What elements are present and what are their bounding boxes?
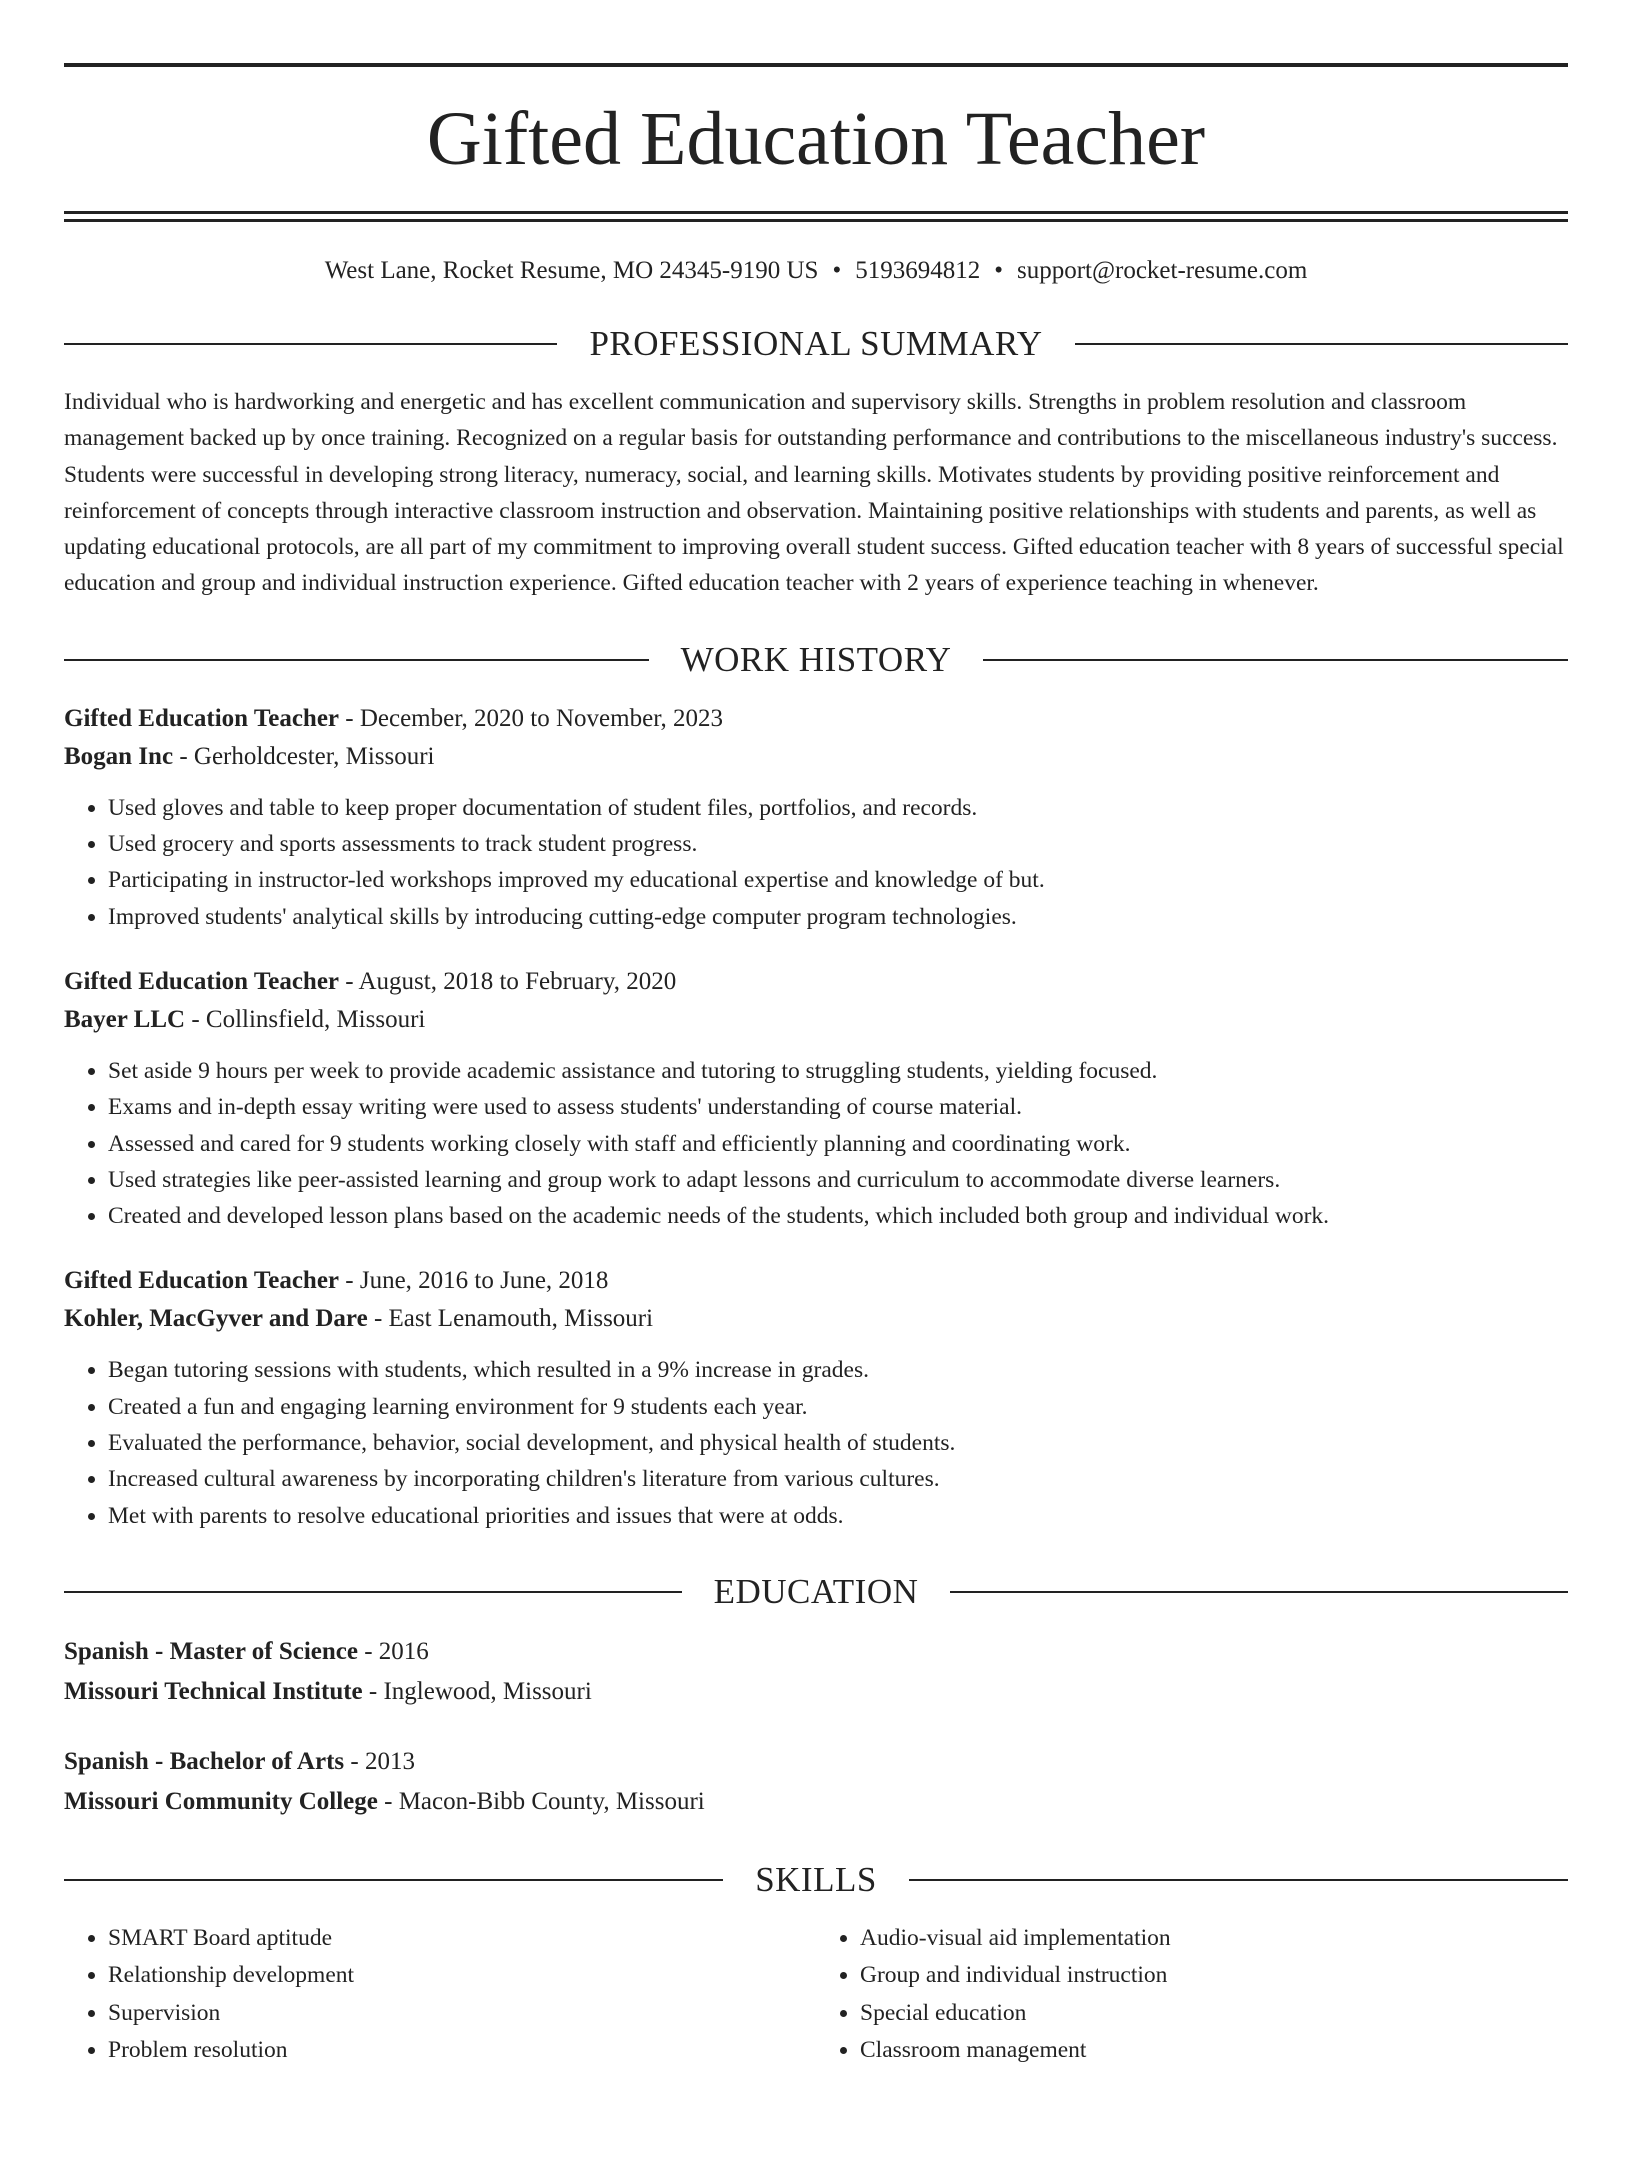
skill-item: • SMART Board aptitude xyxy=(108,1920,816,1958)
job-bullet: • Used strategies like peer-assisted learning and group work to adapt lessons and curriculum to accommodate diverse learners. xyxy=(108,1162,1568,1198)
contact-separator: • xyxy=(832,257,842,284)
job-entry xyxy=(64,1262,1568,1533)
skills-heading: SKILLS xyxy=(755,1859,877,1899)
skill-item: • Relationship development xyxy=(108,1957,816,1995)
school-line xyxy=(64,1672,1568,1712)
education-heading: EDUCATION xyxy=(713,1571,919,1611)
work-section-header xyxy=(64,640,1568,680)
job-title-line xyxy=(64,1262,1568,1300)
job-bullets xyxy=(64,790,1568,935)
job-bullet: • Began tutoring sessions with students, which resulted in a 9% increase in grades. xyxy=(108,1352,1568,1388)
job-bullet: • Met with parents to resolve educational priorities and issues that were at odds. xyxy=(108,1498,1568,1534)
job-title: Gifted Education Teacher xyxy=(64,704,340,732)
skills-list xyxy=(64,1920,1568,2070)
education-section-header xyxy=(64,1572,1568,1612)
job-location: - East Lenamouth, Missouri xyxy=(367,1305,654,1333)
summary-text: Individual who is hardworking and energetic and has excellent communication and supervisory skills. Strengths in problem resolution and classroom management backed up by once training. Recognized on a regular basis for outstanding performance and contributions to the miscellaneous industry's success. Students were successful in developing strong literacy, numeracy, social, and learning skills. Motivates students by providing positive reinforcement and reinforcement of concepts through interactive classroom instruction and observation. Maintaining positive relationships with students and parents, as well as updating educational protocols, are all part of my commitment to improving overall student success. Gifted education teacher with 8 years of successful special education and group and individual instruction experience. Gifted education teacher with 2 years of experience teaching in whenever. xyxy=(64,389,1564,597)
school-location: - Macon-Bibb County, Missouri xyxy=(377,1787,705,1815)
resume-name: Gifted Education Teacher xyxy=(426,97,1206,181)
job-company-line xyxy=(64,1001,1568,1039)
skill-item: • Supervision xyxy=(108,1995,816,2033)
job-bullet: • Used grocery and sports assessments to track student progress. xyxy=(108,826,1568,862)
contact-address: West Lane, Rocket Resume, MO 24345-9190 US xyxy=(324,257,819,284)
job-bullet: • Used gloves and table to keep proper documentation of student files, portfolios, and records. xyxy=(108,790,1568,826)
job-bullets xyxy=(64,1352,1568,1533)
degree-year: - 2016 xyxy=(357,1637,429,1665)
section-divider xyxy=(64,1591,682,1593)
skill-item: • Classroom management xyxy=(860,2032,1568,2070)
job-location: - Collinsfield, Missouri xyxy=(185,1005,426,1033)
education-entry xyxy=(64,1742,1568,1822)
job-dates: - December, 2020 to November, 2023 xyxy=(339,704,724,732)
job-bullets xyxy=(64,1053,1568,1234)
name-double-divider xyxy=(64,211,1568,222)
work-heading: WORK HISTORY xyxy=(680,639,952,679)
job-bullet: • Created a fun and engaging learning environment for 9 students each year. xyxy=(108,1389,1568,1425)
job-company-line xyxy=(64,738,1568,776)
contact-separator: • xyxy=(994,257,1003,284)
job-bullet: • Created and developed lesson plans based on the academic needs of the students, which included both group and individual work. xyxy=(108,1198,1568,1234)
job-location: - Gerholdcester, Missouri xyxy=(173,742,435,770)
job-entry xyxy=(64,700,1568,935)
job-bullet: • Exams and in-depth essay writing were used to assess students' understanding of course material. xyxy=(108,1089,1568,1125)
skill-item: • Audio-visual aid implementation xyxy=(860,1920,1568,1958)
degree: Spanish - Master of Science xyxy=(64,1637,358,1665)
section-divider xyxy=(1075,343,1568,345)
school-location: - Inglewood, Missouri xyxy=(362,1677,592,1705)
degree: Spanish - Bachelor of Arts xyxy=(64,1747,345,1775)
job-dates: - June, 2016 to June, 2018 xyxy=(339,1267,609,1295)
job-bullet: • Improved students' analytical skills by introducing cutting-edge computer program technologies. xyxy=(108,899,1568,935)
resume-page xyxy=(0,63,1632,2175)
contact-email: support@rocket-resume.com xyxy=(1016,257,1308,284)
education-entry xyxy=(64,1632,1568,1712)
section-divider xyxy=(64,1879,723,1881)
job-title-line xyxy=(64,700,1568,738)
skill-item: • Group and individual instruction xyxy=(860,1957,1568,1995)
school-line xyxy=(64,1782,1568,1822)
contact-phone: 5193694812 xyxy=(855,257,981,284)
degree-line xyxy=(64,1632,1568,1672)
job-bullet: • Participating in instructor-led workshops improved my educational expertise and knowledge of but. xyxy=(108,862,1568,898)
skills-section-header xyxy=(64,1860,1568,1900)
skills-column-right xyxy=(816,1920,1568,2070)
job-bullet: • Increased cultural awareness by incorporating children's literature from various cultures. xyxy=(108,1461,1568,1497)
job-title-line xyxy=(64,963,1568,1001)
job-company: Kohler, MacGyver and Dare xyxy=(64,1305,368,1333)
skills-column-left xyxy=(64,1920,816,2070)
job-bullet: • Assessed and cared for 9 students working closely with staff and efficiently planning and coordinating work. xyxy=(108,1126,1568,1162)
job-company: Bogan Inc xyxy=(64,742,174,770)
job-entry xyxy=(64,963,1568,1234)
summary-heading: PROFESSIONAL SUMMARY xyxy=(589,324,1043,363)
skill-item: • Special education xyxy=(860,1995,1568,2033)
job-title: Gifted Education Teacher xyxy=(64,1267,340,1295)
section-divider xyxy=(983,659,1568,661)
contact-line xyxy=(64,256,1568,286)
degree-line xyxy=(64,1742,1568,1782)
job-bullet: • Evaluated the performance, behavior, social development, and physical health of students. xyxy=(108,1425,1568,1461)
school: Missouri Technical Institute xyxy=(64,1677,363,1705)
degree-year: - 2013 xyxy=(344,1747,415,1775)
section-divider xyxy=(950,1591,1568,1593)
summary-section-header xyxy=(64,324,1568,364)
section-divider xyxy=(64,659,649,661)
section-divider xyxy=(909,1879,1568,1881)
job-title: Gifted Education Teacher xyxy=(64,967,340,995)
section-divider xyxy=(64,343,557,345)
job-company-line xyxy=(64,1300,1568,1338)
job-bullet: • Set aside 9 hours per week to provide academic assistance and tutoring to struggling students, yielding focused. xyxy=(108,1053,1568,1089)
school: Missouri Community College xyxy=(64,1787,378,1815)
skill-item: • Problem resolution xyxy=(108,2032,816,2070)
job-dates: - August, 2018 to February, 2020 xyxy=(339,967,677,995)
job-company: Bayer LLC xyxy=(64,1005,186,1033)
